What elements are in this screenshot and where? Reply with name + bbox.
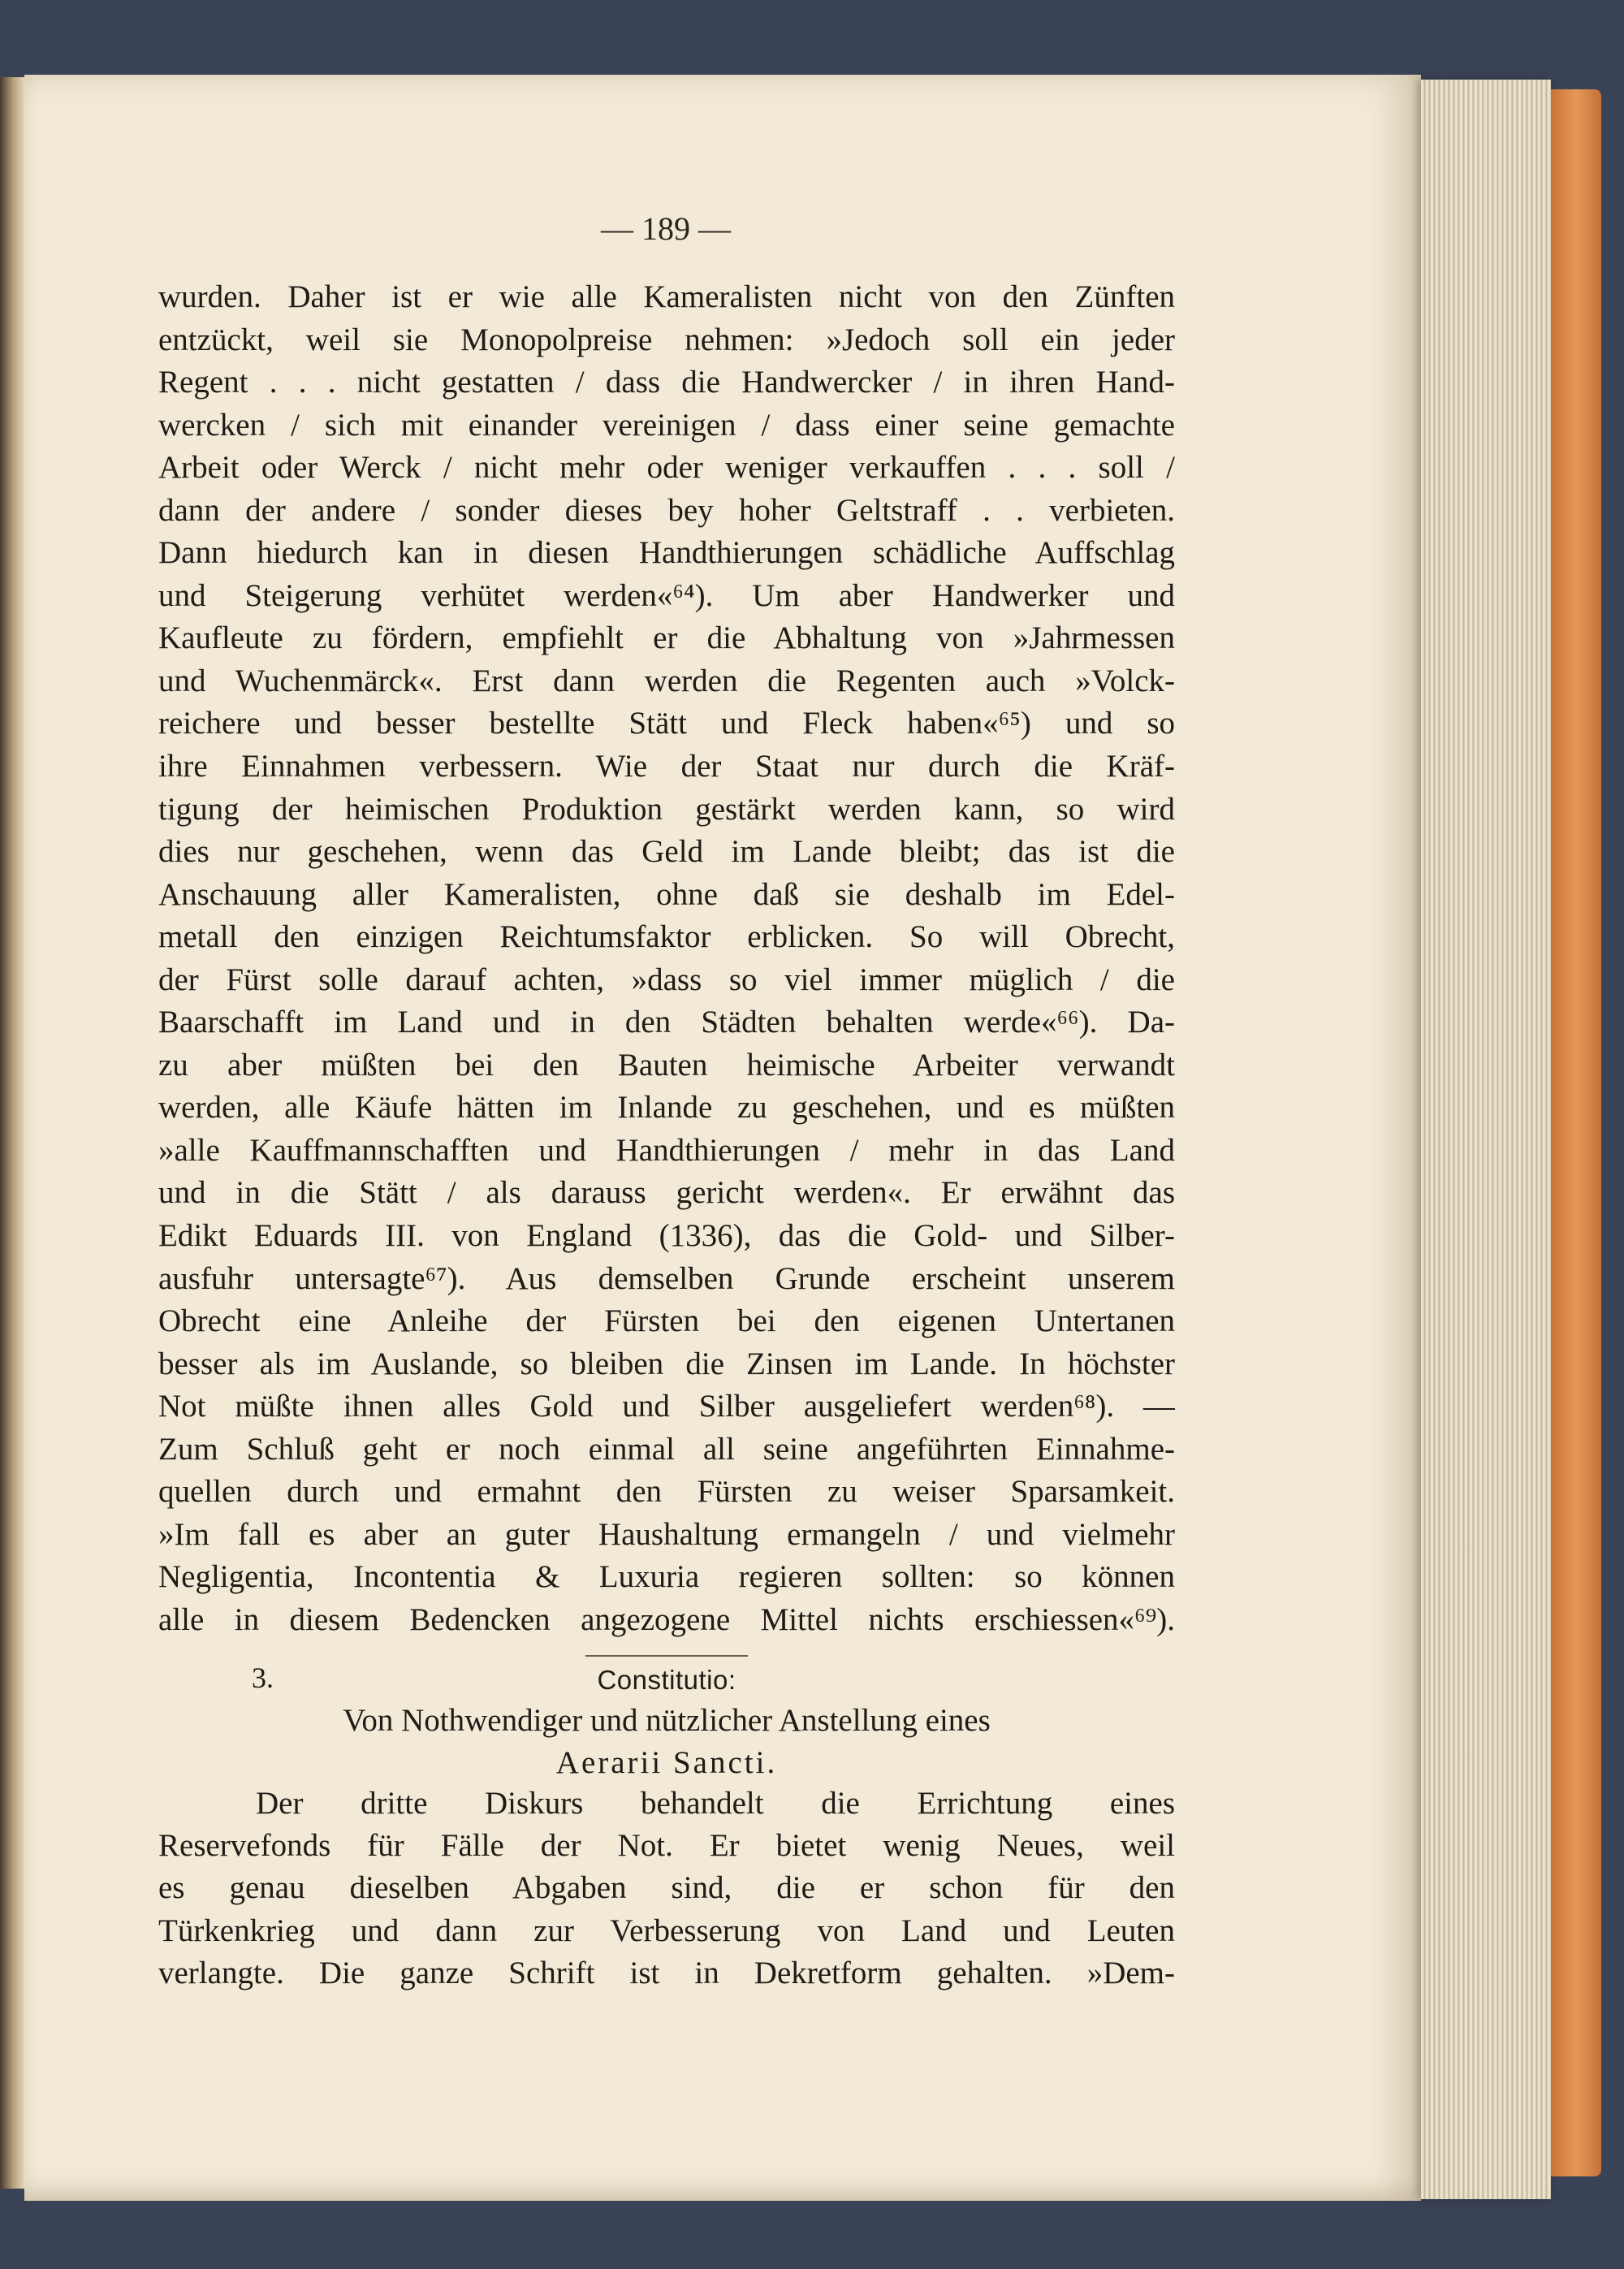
text-line: Reservefonds für Fälle der Not. Er bietet wenig Neues, weil bbox=[158, 1828, 1175, 1864]
section-label: Constitutio: bbox=[597, 1665, 736, 1695]
text-line: der Fürst solle darauf achten, »dass so viel immer müglich / die bbox=[158, 962, 1175, 997]
text-line: dies nur geschehen, wenn das Geld im Lande bleibt; das ist die bbox=[158, 834, 1175, 870]
text-line: Negligentia, Incontentia & Luxuria regieren sollten: so können bbox=[158, 1559, 1175, 1595]
text-line: Arbeit oder Werck / nicht mehr oder weniger verkauffen . . . soll / bbox=[158, 450, 1175, 486]
section-heading bbox=[158, 1661, 1175, 1784]
text-line: Der dritte Diskurs behandelt die Errichtung eines bbox=[256, 1786, 1175, 1821]
text-line: verlangte. Die ganze Schrift ist in Dekretform gehalten. »Dem- bbox=[158, 1955, 1175, 1990]
second-paragraph bbox=[158, 1783, 1175, 1995]
text-line: besser als im Auslande, so bleiben die Zinsen im Lande. In höchster bbox=[158, 1346, 1175, 1381]
book-left-edge bbox=[0, 77, 24, 2189]
section-number: 3. bbox=[252, 1662, 274, 1694]
text-line: und Wuchenmärck«. Erst dann werden die Regenten auch »Volck- bbox=[158, 663, 1175, 698]
text-line: Not müßte ihnen alles Gold und Silber ausgeliefert werden⁶⁸). — bbox=[158, 1389, 1175, 1424]
text-line: Zum Schluß geht er noch einmal all seine angeführten Einnahme- bbox=[158, 1431, 1175, 1467]
text-line: Edikt Eduards III. von England (1336), das die Gold- und Silber- bbox=[158, 1218, 1175, 1254]
text-line: reichere und besser bestellte Stätt und Fleck haben«⁶⁵) und so bbox=[158, 706, 1175, 741]
section-title-line: Von Nothwendiger und nützlicher Anstellung eines bbox=[343, 1703, 991, 1738]
text-line: Baarschafft im Land und in den Städten behalten werde«⁶⁶). Da- bbox=[158, 1005, 1175, 1040]
text-line: dann der andere / sonder dieses bey hoher Geltstraff . . verbieten. bbox=[158, 492, 1175, 528]
text-line: Anschauung aller Kameralisten, ohne daß sie deshalb im Edel- bbox=[158, 876, 1175, 912]
text-line: und in die Stätt / als darauss gericht werden«. Er erwähnt das bbox=[158, 1175, 1175, 1211]
section-rule bbox=[585, 1655, 748, 1657]
main-paragraph bbox=[158, 276, 1175, 1657]
text-line: metall den einzigen Reichtumsfaktor erblicken. So will Obrecht, bbox=[158, 919, 1175, 955]
text-line: quellen durch und ermahnt den Fürsten zu weiser Sparsamkeit. bbox=[158, 1474, 1175, 1510]
text-line: ihre Einnahmen verbessern. Wie der Staat nur durch die Kräf- bbox=[158, 749, 1175, 784]
page-number: — 189 — bbox=[601, 210, 731, 247]
section-title-line: Aerarii Sancti. bbox=[555, 1745, 778, 1780]
text-line: werden, alle Käufe hätten im Inlande zu geschehen, und es müßten bbox=[158, 1090, 1175, 1126]
text-line: ausfuhr untersagte⁶⁷). Aus demselben Grunde erscheint unserem bbox=[158, 1260, 1175, 1296]
text-line: entzückt, weil sie Monopolpreise nehmen: »Jedoch soll ein jeder bbox=[158, 322, 1175, 357]
text-line: alle in diesem Bedencken angezogene Mittel nichts erschiessen«⁶⁹). bbox=[158, 1601, 1175, 1637]
text-line: es genau dieselben Abgaben sind, die er schon für den bbox=[158, 1870, 1175, 1906]
text-line: tigung der heimischen Produktion gestärkt werden kann, so wird bbox=[158, 791, 1175, 827]
text-line: Türkenkrieg und dann zur Verbesserung von Land und Leuten bbox=[158, 1912, 1175, 1948]
page-stack bbox=[1421, 80, 1551, 2199]
text-line: wurden. Daher ist er wie alle Kameralisten nicht von den Zünften bbox=[158, 279, 1175, 314]
text-line: »alle Kauffmannschafften und Handthierungen / mehr in das Land bbox=[158, 1132, 1175, 1168]
text-line: Kaufleute zu fördern, empfiehlt er die Abhaltung von »Jahrmessen bbox=[158, 620, 1175, 656]
text-line: Obrecht eine Anleihe der Fürsten bei den eigenen Untertanen bbox=[158, 1303, 1175, 1339]
text-line: wercken / sich mit einander vereinigen / dass einer seine gemachte bbox=[158, 407, 1175, 443]
text-line: und Steigerung verhütet werden«⁶⁴). Um aber Handwerker und bbox=[158, 577, 1175, 613]
text-line: Regent . . . nicht gestatten / dass die Handwercker / in ihren Hand- bbox=[158, 365, 1175, 400]
text-line: zu aber müßten bei den Bauten heimische Arbeiter verwandt bbox=[158, 1047, 1175, 1083]
book-cover-edge bbox=[1551, 89, 1601, 2176]
text-line: »Im fall es aber an guter Haushaltung ermangeln / und vielmehr bbox=[158, 1516, 1175, 1552]
text-line: Dann hiedurch kan in diesen Handthierungen schädliche Auffschlag bbox=[158, 535, 1175, 571]
